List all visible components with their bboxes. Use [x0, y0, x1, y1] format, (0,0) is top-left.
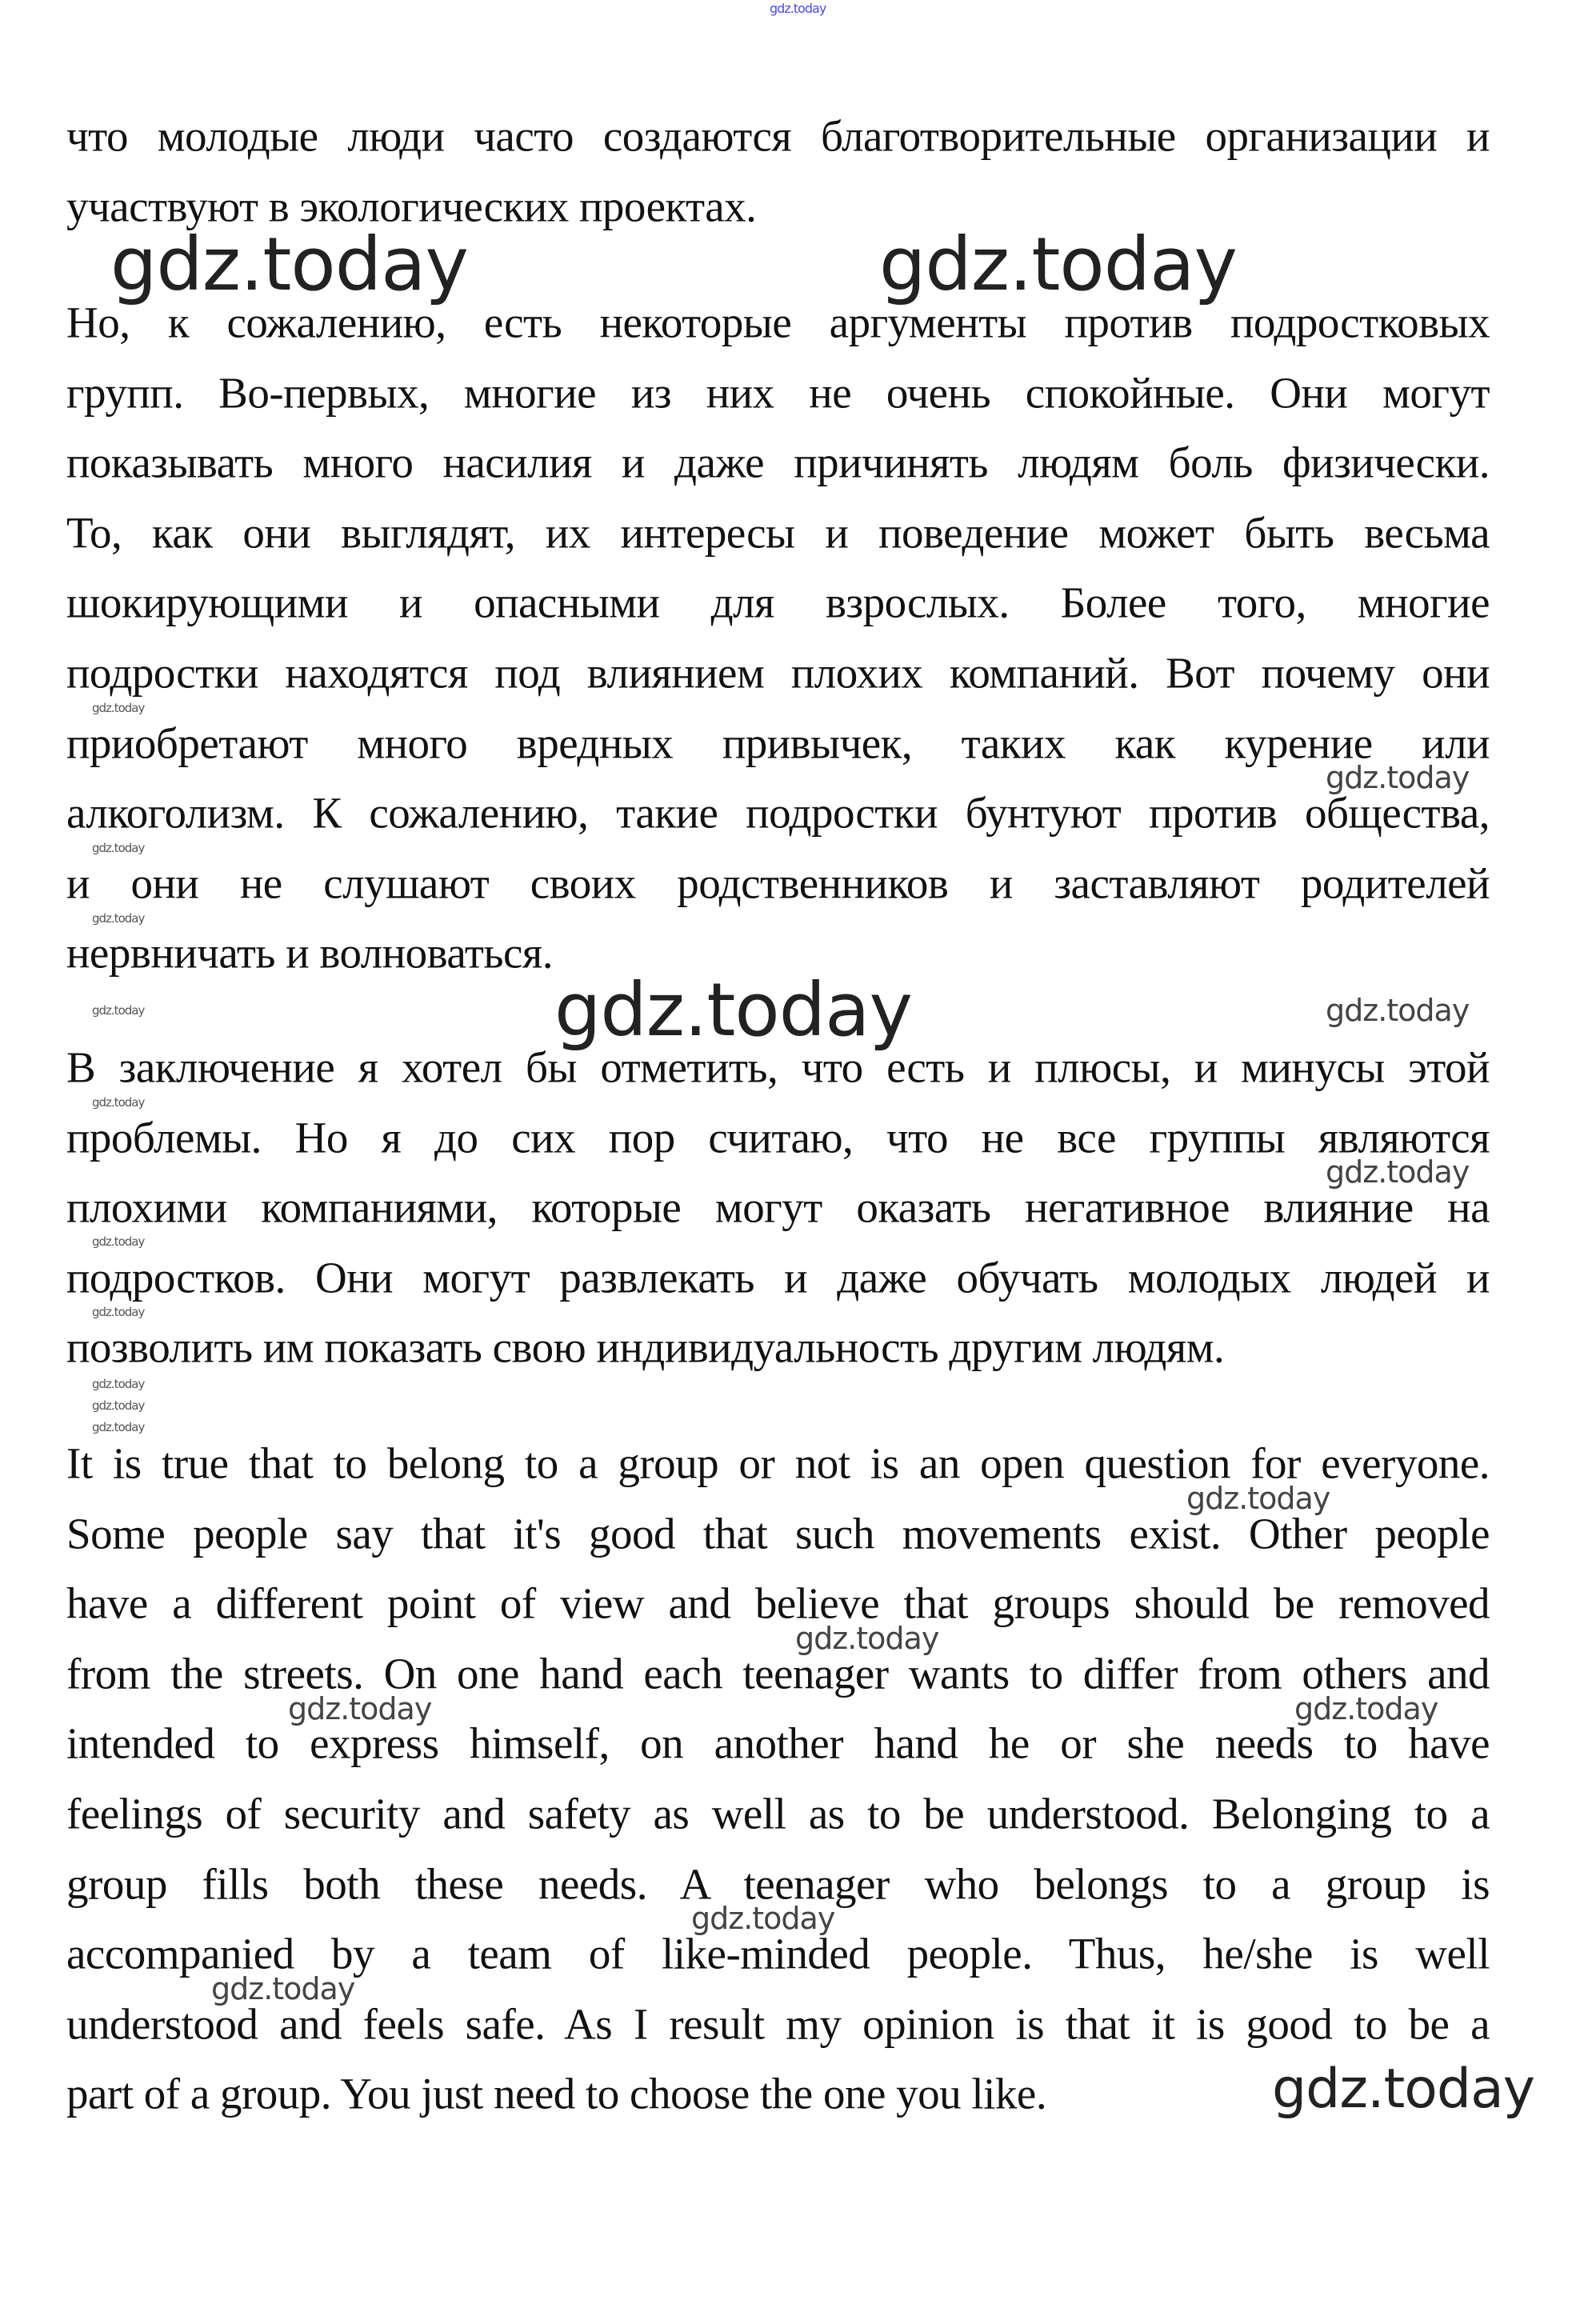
watermark: gdz.today: [92, 1095, 145, 1110]
watermark: gdz.today: [1326, 993, 1470, 1028]
paragraph-4-line: from the streets. On one hand each teenager wants to differ from others and: [66, 1649, 1490, 1698]
watermark: gdz.today: [879, 222, 1237, 307]
paragraph-1-line: что молодые люди часто создаются благотворительные организации и: [66, 111, 1490, 161]
watermark: gdz.today: [92, 1305, 145, 1319]
watermark: gdz.today: [92, 1420, 145, 1434]
watermark: gdz.today: [1326, 1154, 1470, 1190]
paragraph-2-line: шокирующими и опасными для взрослых. Более того, многие: [66, 578, 1490, 627]
watermark: gdz.today: [1186, 1481, 1330, 1516]
header-watermark: gdz.today: [770, 1, 826, 16]
watermark: gdz.today: [691, 1901, 835, 1936]
watermark: gdz.today: [1294, 1691, 1438, 1726]
watermark: gdz.today: [1326, 760, 1470, 795]
watermark: gdz.today: [795, 1621, 939, 1656]
watermark: gdz.today: [92, 701, 145, 715]
paragraph-4-line: part of a group. You just need to choose the one you like.: [66, 2069, 1047, 2118]
watermark: gdz.today: [92, 1398, 145, 1413]
paragraph-4-line: accompanied by a team of like-minded people. Thus, he/she is well: [66, 1929, 1490, 1978]
watermark: gdz.today: [211, 1971, 355, 2006]
paragraph-3-line: проблемы. Но я до сих пор считаю, что не все группы являются: [66, 1113, 1490, 1162]
watermark: gdz.today: [92, 1234, 145, 1249]
watermark: gdz.today: [92, 1003, 145, 1018]
watermark: gdz.today: [110, 222, 468, 307]
paragraph-3-line: В заключение я хотел бы отметить, что есть и плюсы, и минусы этой: [66, 1042, 1490, 1092]
watermark: gdz.today: [1272, 2058, 1534, 2121]
paragraph-3-line: плохими компаниями, которые могут оказать негативное влияние на: [66, 1182, 1490, 1232]
paragraph-4-line: group fills both these needs. A teenager who belongs to a group is: [66, 1859, 1490, 1909]
paragraph-2-line: показывать много насилия и даже причинять людям боль физически.: [66, 438, 1490, 487]
watermark: gdz.today: [92, 911, 145, 926]
watermark: gdz.today: [554, 967, 912, 1053]
watermark: gdz.today: [288, 1691, 432, 1726]
paragraph-2-line: нервничать и волноваться.: [66, 928, 553, 978]
watermark: gdz.today: [92, 841, 145, 855]
paragraph-2-line: Но, к сожалению, есть некоторые аргументы против подростковых: [66, 298, 1490, 347]
paragraph-4-line: understood and feels safe. As I result my opinion is that it is good to be a: [66, 1999, 1490, 2049]
paragraph-3-line: позволить им показать свою индивидуальность другим людям.: [66, 1322, 1225, 1372]
paragraph-2-line: подростки находятся под влиянием плохих компаний. Вот почему они: [66, 648, 1490, 698]
paragraph-4-line: have a different point of view and believe that groups should be removed: [66, 1578, 1490, 1628]
paragraph-2-line: групп. Во-первых, многие из них не очень спокойные. Они могут: [66, 368, 1490, 418]
watermark: gdz.today: [92, 1377, 145, 1391]
paragraph-3-line: подростков. Они могут развлекать и даже обучать молодых людей и: [66, 1253, 1490, 1302]
paragraph-2-line: алкоголизм. К сожалению, такие подростки бунтуют против общества,: [66, 788, 1490, 838]
paragraph-1-line: участвуют в экологических проектах.: [66, 182, 757, 231]
paragraph-2-line: и они не слушают своих родственников и заставляют родителей: [66, 858, 1490, 908]
paragraph-2-line: приобретают много вредных привычек, таких как курение или: [66, 718, 1490, 768]
paragraph-4-line: Some people say that it's good that such movements exist. Other people: [66, 1509, 1490, 1558]
paragraph-4-line: It is true that to belong to a group or not is an open question for everyone.: [66, 1438, 1490, 1488]
paragraph-4-line: feelings of security and safety as well as to be understood. Belonging to a: [66, 1789, 1490, 1838]
paragraph-2-line: То, как они выглядят, их интересы и поведение может быть весьма: [66, 508, 1490, 558]
paragraph-4-line: intended to express himself, on another hand he or she needs to have: [66, 1718, 1490, 1768]
